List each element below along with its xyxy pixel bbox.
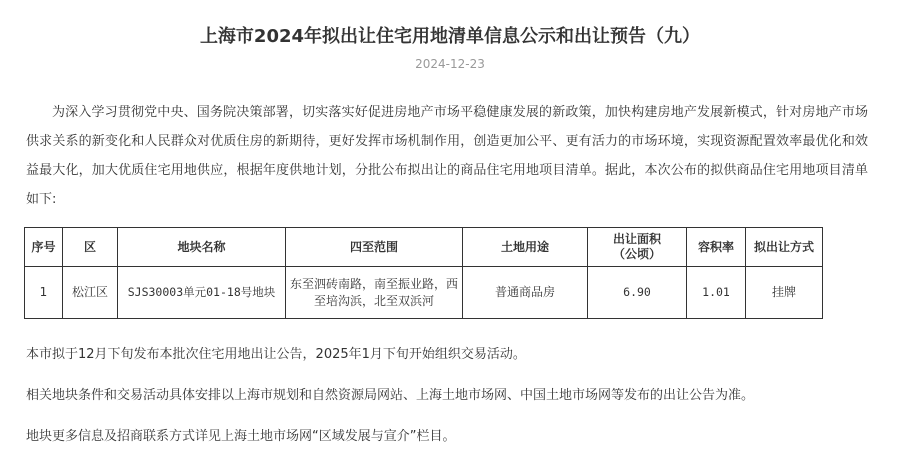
cell-seq: 1 — [25, 267, 63, 319]
cell-district: 松江区 — [63, 267, 118, 319]
header-district: 区 — [63, 228, 118, 267]
header-plot-name: 地块名称 — [118, 228, 286, 267]
cell-plot-name: SJS30003单元01-18号地块 — [118, 267, 286, 319]
land-plot-table — [24, 227, 823, 319]
publish-date: 2024-12-23 — [415, 57, 485, 71]
cell-area: 6.90 — [588, 267, 687, 319]
cell-far: 1.01 — [687, 267, 746, 319]
header-far: 容积率 — [687, 228, 746, 267]
article-title: 上海市2024年拟出让住宅用地清单信息公示和出让预告（九） — [199, 26, 701, 47]
header-area-unit: （公顷） — [612, 247, 661, 261]
table-row — [25, 267, 823, 319]
table-header-row — [25, 228, 823, 267]
header-land-use: 土地用途 — [463, 228, 588, 267]
header-boundary: 四至范围 — [286, 228, 463, 267]
transaction-terms-paragraph: 相关地块条件和交易活动具体安排以上海市规划和自然资源局网站、上海土地市场网、中国土地市场网等发布的出让公告为准。 — [26, 388, 755, 403]
cell-boundary: 东至泗砖南路，南至振业路，西至培沟浜，北至双浜河 — [286, 267, 463, 319]
announcement-schedule-paragraph: 本市拟于12月下旬发布本批次住宅用地出让公告，2025年1月下旬开始组织交易活动。 — [26, 347, 526, 362]
more-info-paragraph: 地块更多信息及招商联系方式详见上海土地市场网“区域发展与宣介”栏目。 — [26, 429, 456, 444]
header-area-label: 出让面积 — [612, 232, 661, 246]
header-seq: 序号 — [25, 228, 63, 267]
header-area — [588, 228, 687, 267]
intro-paragraph: 为深入学习贯彻党中央、国务院决策部署，切实落实好促进房地产市场平稳健康发展的新政策，加快构建房地产发展新模式，针对房地产市场供求关系的新变化和人民群众对优质住房的新期待，更好发挥市场机制作用，创造更加公平、更有活力的市场环境，实现资源配置效率最优化和效益最大化，加大优质住宅用地供应，根据年度供地计划，分批公布拟出让的商品住宅用地项目清单。据此，本次公布的拟供商品住宅用地项目清单如下: — [26, 105, 868, 207]
cell-land-use: 普通商品房 — [463, 267, 588, 319]
header-method: 拟出让方式 — [746, 228, 823, 267]
cell-method: 挂牌 — [746, 267, 823, 319]
